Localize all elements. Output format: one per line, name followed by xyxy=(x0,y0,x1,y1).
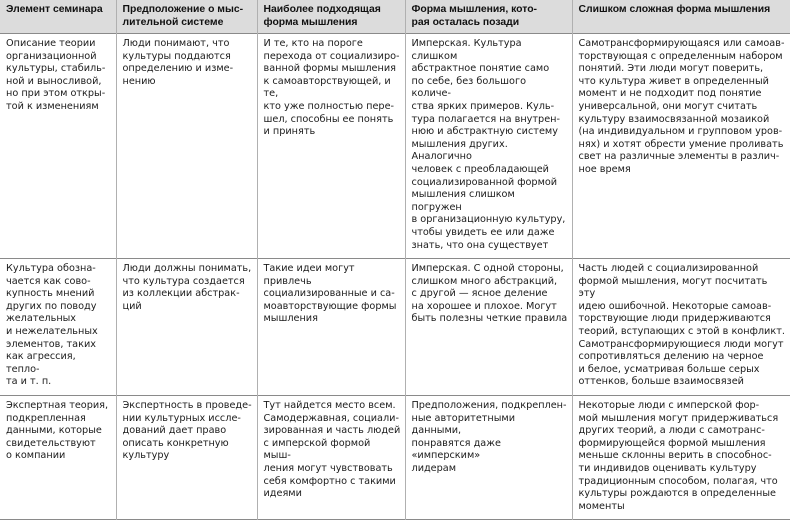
table-cell: Культура обозна- чается как сово- купность мнений других по поводу желательных и нежелательных элементов, таких как агрессия, тепло- та и т. п. xyxy=(6,263,98,388)
table-row xyxy=(0,396,790,520)
table-cell: Тут найдется место всем. Самодержавная, социали- зированная и часть людей с имперской формой мыш- ления могут чувствовать себя комфортно с такими идеями xyxy=(257,396,405,520)
table-cell: Такие идеи могут привлечь социализированные и са- моавторствующие формы мышления xyxy=(257,259,405,396)
header-too-complex-form: Слишком сложная форма мышления xyxy=(572,0,790,34)
header-seminar-element: Элемент семинара xyxy=(0,0,116,34)
table-cell: Описание теории организационной культуры, стабиль- ной и выносливой, но при этом откры- той к изменениям xyxy=(6,38,106,112)
table-cell: Имперская. С одной стороны, слишком много абстракций, с другой — ясное деление на хорошее и плохое. Могут быть полезны четкие правила xyxy=(405,259,572,396)
header-best-fit-form: Наиболее подходящая форма мышления xyxy=(257,0,405,34)
table-cell: Предположения, подкреплен- ные авторитетными данными, понравятся даже «имперским» лидерам xyxy=(405,396,572,520)
table-cell: Имперская. Культура слишком абстрактное понятие само по себе, без большого количе- ства ярких примеров. Куль- тура полагается на внутрен- нюю и абстрактную систему мышления других. Аналогично человек с преобладающей социализированной формой мышления слишком погружен в организационную культуру, чтобы увидеть ее или даже знать, что она существует xyxy=(405,34,572,259)
header-thinking-assumption: Предположение о мыс- лительной системе xyxy=(116,0,257,34)
table-cell: Экспертность в проведе- нии культурных иссле- дований дает право описать конкретную культуру xyxy=(116,396,257,520)
table-cell: Люди должны понимать, что культура создается из коллекции абстрак- ций xyxy=(116,259,257,396)
table-cell: Некоторые люди с имперской фор- мой мышления могут придерживаться других теорий, а люди с самотранс- формирующейся формой мышления меньше склонны верить в способнос- ти индивидов оценивать культуру традиционным способом, полагая, что культуры рождаются в определенные моменты xyxy=(572,396,790,520)
header-left-behind-form: Форма мышления, кото- рая осталась позади xyxy=(405,0,572,34)
table-cell: Самотрансформирующаяся или самоав- торствующая с определенным набором понятий. Эти люди могут поверить, что культура живет в определенный момент и не подходит под понятие универсальной, они могут считать культуру взаимосвязанной мозаикой (на индивидуальном и групповом уров- нях) и хотят обрести умение проливать свет на различные элементы в различ- ное время xyxy=(572,34,790,259)
table-row xyxy=(0,34,790,259)
table-row xyxy=(0,259,790,396)
table-cell: Часть людей с социализированной формой мышления, могут посчитать эту идею ошибочной. Некоторые самоав- торствующие люди придерживаются теорий, вступающих с этой в конфликт. Самотрансформирующиеся люди могут сопротивляться делению на черное и белое, усматривая больше серых оттенков, больше взаимосвязей xyxy=(572,259,790,396)
table-cell: И те, кто на пороге перехода от социализиро- ванной формы мышления к самоавторствующей, и те, кто уже полностью пере- шел, способны ее понять и принять xyxy=(257,34,405,259)
table-cell: Люди понимают, что культуры поддаются определению и изме- нению xyxy=(116,34,257,259)
table-header-row xyxy=(0,0,790,34)
table-cell: Экспертная теория, подкрепленная данными, которые свидетельствуют о компании xyxy=(6,400,109,462)
